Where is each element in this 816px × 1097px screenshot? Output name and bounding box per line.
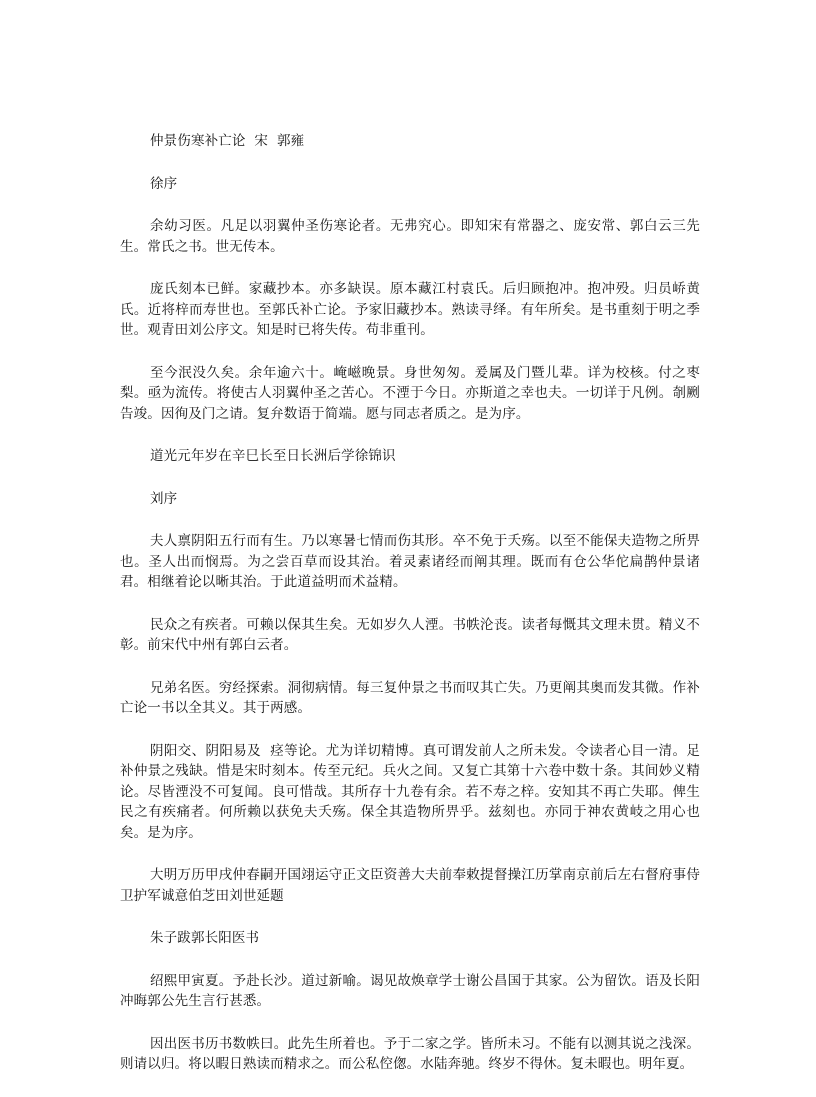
- xu-preface-paragraph-2: 庞氏刻本已鲜。家藏抄本。亦多缺误。原本藏江村袁氏。后归顾抱冲。抱冲殁。归员峤黄氏。近将梓而寿世也。至郭氏补亡论。予家旧藏抄本。熟读寻绎。有年所矣。是书重刻于明之季世。观青田刘公序文。知是时已将失传。苟非重刊。: [120, 281, 700, 338]
- section-heading-xu-preface: 徐序: [150, 175, 178, 192]
- liu-preface-paragraph-3: 兄弟名医。穷经探索。洞彻病情。每三复仲景之书而叹其亡失。乃更阐其奥而发其微。作补亡论一书以全其义。其于两感。: [120, 679, 700, 716]
- xu-preface-paragraph-1: 余幼习医。凡足以羽翼仲圣伤寒论者。无弗究心。即知宋有常器之、庞安常、郭白云三先生。常氏之书。世无传本。: [120, 218, 700, 255]
- xu-preface-signature: 道光元年岁在辛巳长至日长洲后学徐锦识: [150, 448, 396, 464]
- section-heading-liu-preface: 刘序: [150, 490, 178, 507]
- zhuzi-postscript-paragraph-1: 绍熙甲寅夏。予赴长沙。道过新喻。谒见故焕章学士谢公昌国于其家。公为留饮。语及长阳冲晦郭公先生言行甚悉。: [120, 972, 700, 1009]
- xu-preface-paragraph-3: 至今泯没久矣。余年逾六十。崦嵫晚景。身世匆匆。爰属及门暨儿辈。详为校核。付之枣梨。亟为流传。将使古人羽翼仲圣之苦心。不湮于今日。亦斯道之幸也夫。一切详于凡例。剞劂告竣。因徇及门之请。复弁数语于简端。愿与同志者质之。是为序。: [120, 364, 700, 422]
- liu-preface-paragraph-2: 民众之有疾者。可赖以保其生矣。无如岁久人湮。书帙沦丧。读者每慨其文理未贯。精义不彰。前宋代中州有郭白云者。: [120, 616, 700, 653]
- section-heading-zhuzi-postscript: 朱子跋郭长阳医书: [150, 930, 260, 946]
- liu-preface-signature: 大明万历甲戌仲春嗣开国翊运守正文臣资善大夫前奉敕提督操江历掌南京前后左右督府事侍卫护军诚意伯芝田刘世延题: [120, 867, 700, 904]
- liu-preface-paragraph-4: 阴阳交、阴阳易及 痉等论。尤为详切精博。真可谓发前人之所未发。令读者心目一清。足补仲景之残缺。惜是宋时刻本。传至元纪。兵火之间。又复亡其第十六卷中数十条。其间妙义精论。尽皆湮没不可复闻。良可惜哉。其所存十九卷有余。若不寿之梓。安知其不再亡失耶。俾生民之有疾痛者。何所赖以获免夫夭殇。保全其造物所畀乎。兹刻也。亦同于神农黄岐之用心也矣。是为序。: [120, 742, 700, 841]
- liu-preface-paragraph-1: 夫人禀阴阳五行而有生。乃以寒暑七情而伤其形。卒不免于夭殇。以至不能保夫造物之所畀也。圣人出而悯焉。为之尝百草而设其治。着灵素诸经而阐其理。既而有仓公华佗扁鹊仲景诸君。相继着论以晰其治。于此道益明而术益精。: [120, 533, 700, 590]
- document-page: [120, 131, 700, 1097]
- zhuzi-postscript-paragraph-2: 因出医书历书数帙曰。此先生所着也。予于二家之学。皆所未习。不能有以测其说之浅深。则请以归。将以暇日熟读而精求之。而公私倥偬。水陆奔驰。终岁不得休。复未暇也。明年夏。: [120, 1035, 700, 1072]
- book-title: 仲景伤寒补亡论 宋 郭雍: [150, 133, 305, 149]
